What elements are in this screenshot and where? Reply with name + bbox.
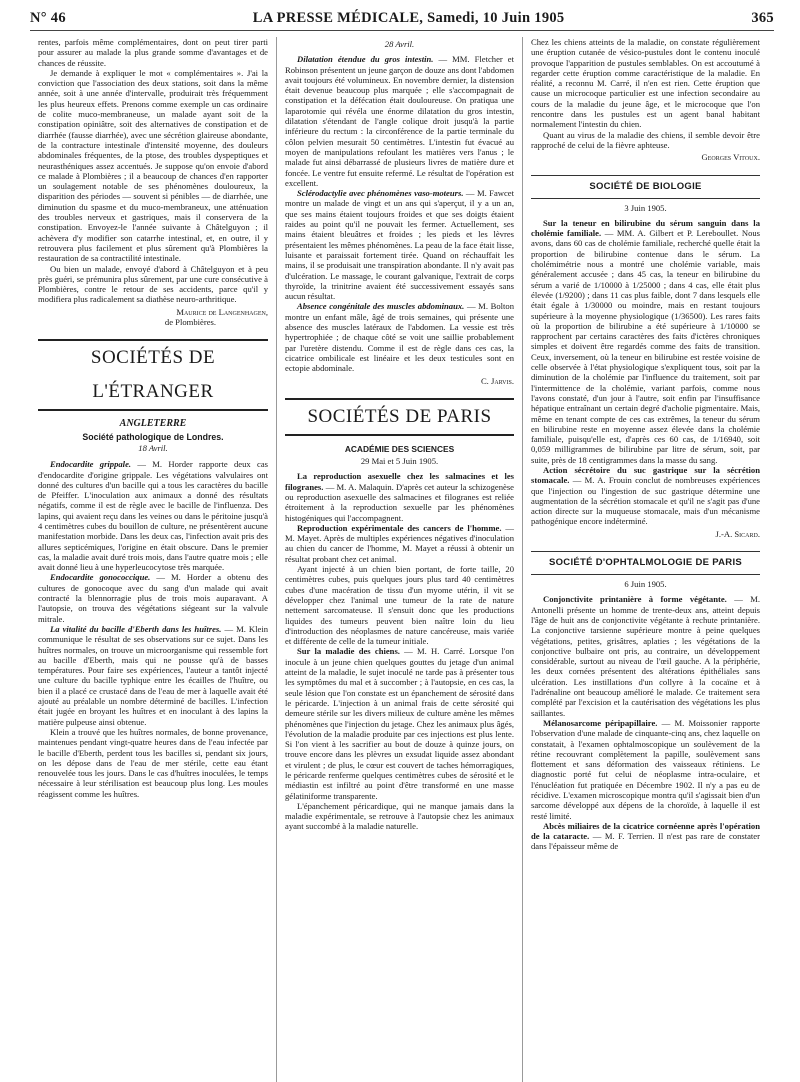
article-title: La reproduction asexuelle chez les salmacines et les filogranes. xyxy=(285,471,514,492)
journal-title: LA PRESSE MÉDICALE, Samedi, 10 Juin 1905 xyxy=(252,10,565,26)
article-text: — M. Klein communique le résultat de ses observations sur ce sujet. Dans les huîtres normales, on trouve un microorganisme qui ressemble fort au bacille d'Eberth, mais qui ne pousse qu'à de basses températures. Pour faire ses expériences, l'auteur a tantôt injecté une culture du bacille typhique entre les écailles de l'huître, ou bien il a placé ce crustacé dans de l'eau de mer à laquelle avait été ajouté au préalable un nombre déterminé de bacilles. L'infection était jugée en broyant les huîtres et en inoculant à des lapins la matière pulpeuse ainsi obtenue. xyxy=(38,623,269,727)
paragraph: Ou bien un malade, envoyé d'abord à Châtelguyon et à peu près guéri, se prémunira plus sûrement, par une cure consécutive à Plombières, contre le retour de ses accidents, parce qu'il y modifiera plus radicalement sa diathèse neuro-arthritique. xyxy=(38,263,268,305)
article-title: La vitalité du bacille d'Eberth dans les huîtres. xyxy=(50,623,222,634)
article-text: — M. Mayet. Après de multiples expériences négatives d'inoculation au chien du cancer de l'homme, M. Mayet a réussi à obtenir un résultat probant chez cet animal. xyxy=(285,522,514,564)
section-heading: SOCIÉTÉS DE L'ÉTRANGER xyxy=(38,339,268,411)
paragraph: Chez les chiens atteints de la maladie, on constate régulièrement une éruption cutanée de vésico-pustules dont le contenu inoculé provoque l'apparition de pustules semblables. On est accoutumé à regarder cette éruption comme caractéristique de la maladie. En réalité, a reconnu M. Carré, il n'en est rien. Cette éruption que cause un microcoque particulier est une infection secondaire au cours de la maladie du jeune âge, et le microcoque que l'on rencontre dans les pustules est un agent banal habitant normalement l'intestin du chien. xyxy=(531,37,760,130)
column-1 xyxy=(30,37,276,1082)
country-heading: ANGLETERRE xyxy=(119,418,187,430)
article-text: — M. H. Carré. Lorsque l'on inocule à un jeune chien quelques gouttes du jetage d'un animal atteint de la maladie, le sujet inoculé ne tarde pas à présenter tous les symptômes du mal et à succomber ; à l'autopsie, en ces cas, la seule lésion que l'on constate est un épanchement de sérosité dans le péricarde. L'injection à un animal frais de cette sérosité qui demeure stérile sur les divers milieux de culture amène les mêmes phénomènes que l'injection du jetage. Chez les animaux plus âgés, l'évolution de la maladie produite par ces injections est plus lente. Si l'on vient à les sacrifier au bout de douze à quinze jours, on trouve encore dans les plèvres un exsudat liquide assez abondant et virulent ; de plus, le cœur est couvert de taches hémorragiques, le péricarde renferme quelques centimètres cubes de sérosité et le médiastin est infiltré au point d'être transformé en une masse gélatiniforme transparente. xyxy=(285,646,514,801)
meeting-date: 28 Avril. xyxy=(384,39,415,49)
section-heading: SOCIÉTÉS DE PARIS xyxy=(285,398,514,436)
paragraph xyxy=(38,572,268,623)
meeting-date: 29 Mai et 5 Juin 1905. xyxy=(360,456,439,467)
article-title: Abcès miliaires de la cicatrice cornéenne après l'opération de la cataracte. xyxy=(531,820,760,842)
paragraph: Quant au virus de la maladie des chiens, il semble devoir être rapproché de celui de la fièvre aphteuse. xyxy=(531,129,760,150)
article-text: — M. A. Frouin conclut de nombreuses expériences que l'injection ou l'ingestion de suc gastrique détermine une augmentation de la sécrétion stomacale et qu'il ne s'agit pas d'une action directe sur la muqueuse stomacale, mais d'un mécanisme pathogénique encore indéterminé. xyxy=(531,475,760,527)
section-heading: SOCIÉTÉ D'OPHTALMOLOGIE DE PARIS xyxy=(531,551,760,575)
article-title: Sur la maladie des chiens. xyxy=(297,646,400,657)
paragraph xyxy=(531,465,760,527)
paragraph xyxy=(285,523,514,564)
academy-heading: ACADÉMIE DES SCIENCES xyxy=(344,443,455,454)
article-title: Conjonctivite printanière à forme végétante. xyxy=(543,594,727,605)
article-title: Reproduction expérimentale des cancers de l'homme. xyxy=(297,522,502,533)
author-signature: C. Jarvis. xyxy=(480,375,514,386)
author-place: de Plombières. xyxy=(164,317,216,328)
article-title: Sur la teneur en bilirubine du sérum sanguin dans la cholémie familiale. xyxy=(531,217,760,239)
article-title: Endocardite gonococcique. xyxy=(50,572,151,583)
article-text: — M. Horder rapporte deux cas d'endocardite d'origine grippale. Les végétations valvulaires ont donné des cultures d'un bacille qui a tous les caractères du bacille de Pfeiffer. L'inoculation aux animaux a donné des résultats négatifs, comme il est de règle avec le bacille de l'influenza. Des lapins, qui avaient reçu dans les veines ou dans le péritoine jusqu'à 4 centimètres cubes du bouillon de culture, ne présentèrent aucune manifestation morbide. Dans les deux cas, l'infection avait pris des allures septicémiques, l'origine en était obscure. Dans le premier cas, la maladie avait duré trois mois, dans l'autre quatre mois ; elle avait donné lieu à une hyperleucocytose très marquée. xyxy=(38,459,268,573)
article-text: — M. A. Malaquin. D'après cet auteur la schizogenèse ou reproduction asexuelle des salmacines et filogranes est reliée étroitement à la reproduction sexuelle par les phénomènes histogéniques qui l'accompagnent. xyxy=(285,481,514,523)
article-text: — M. Fawcet montre un malade de vingt et un ans qui s'aperçut, il y a un an, que ses mains étaient toujours froides et que ses doigts étaient raides au point qu'il ne pouvait les fermer. Actuellement, ses mains étaient bleuâtres et froides ; les pieds et les lèvres présentaient les mêmes phénomènes. La peau de la face était lisse, luisante et paraissait fortement tirée. Quand on réchauffait les mains, il se produisait une transpiration abondante. Il n'y avait pas d'ulcération. Le massage, le courant galvanique, l'extrait de corps thyroïde, la trinitrine avaient été successivement essayés sans aucun résultat. xyxy=(285,188,514,302)
column-2 xyxy=(276,37,522,1082)
paragraph xyxy=(531,594,760,718)
page-number: 365 xyxy=(751,10,774,26)
meeting-date: 18 Avril. xyxy=(138,442,168,453)
article-title: Sclérodactylie avec phénomènes vaso-moteurs. xyxy=(297,188,464,199)
author-signature: Maurice de Langenhagen, xyxy=(176,306,268,317)
society-heading: Société pathologique de Londres. xyxy=(82,431,224,442)
paragraph xyxy=(285,646,514,800)
issue-number: N° 46 xyxy=(30,10,66,26)
paragraph: rentes, parfois même complémentaires, dont on peut tirer parti pour assurer au malade la plus grande somme d'avantages et de chances de réussite. xyxy=(38,37,268,68)
paragraph xyxy=(531,821,760,852)
paragraph xyxy=(285,188,514,301)
paragraph xyxy=(38,459,268,572)
author-signature: J.-A. Sicard. xyxy=(715,528,760,539)
article-text: — M. Moissonier rapporte l'observation d'une malade de cinquante-cinq ans, chez laquelle on constatait, à l'examen ophtalmoscopique un soulèvement de la rétine recouvrant complètement la papille, soulèvement sans flottement et sans déformation des vaisseaux rétiniens. Le diagnostic porté fut celui de néoplasme intra-oculaire, et l'énucléation fut pratiquée en Décembre 1902. Il n'y a pas eu de récidive. L'examen microscopique montra qu'il s'agissait bien d'un sarcome développé aux dépens de la choroïde, à laquelle il est resté limité. xyxy=(531,717,761,821)
article-title: Mélanosarcome péripapillaire. xyxy=(543,717,658,728)
article-text: — M. Horder a obtenu des cultures de gonocoque avec du sang d'un malade qui avait contracté la blennorragie plus de trois mois auparavant. A l'autopsie, on trouva des végétations siégeant sur la valvule mitrale. xyxy=(38,572,268,624)
meeting-date: 3 Juin 1905. xyxy=(624,202,667,213)
columns xyxy=(30,37,774,1082)
article-title: Absence congénitale des muscles abdominaux. xyxy=(297,301,465,312)
article-text: — M. Antonelli présente un homme de trente-deux ans, atteint depuis l'âge de huit ans de conjonctivite végétante à rechute printanière. La conjonctive tarsienne supérieure montre à peine quelques végétations, petites, grisâtres, aplaties ; les végétations de la conjonctive bulbaire ont pris, au contraire, un développement considérable, surtout au niveau de l'œil gauche. A la périphérie, les deux cornées présentent des altérations épithéliales sans ulcération. Les instillations d'un collyre à la cocaïne et à l'adrénaline ont beaucoup amélioré le malade. Ce traitement sera complété par l'excision et la cautérisation des végétations les plus saillantes. xyxy=(531,594,760,718)
author-signature: Georges Vitoux. xyxy=(701,152,760,163)
paragraph xyxy=(38,624,268,727)
article-text: — MM. A. Gilbert et P. Lereboullet. Nous avons, dans 60 cas de cholémie familiale, recherché quelle était la proportion de bilirubine contenue dans le sérum. La cholémimétrie nous a montré une cholémie variable, mais généralement accusée ; dans 45 cas, la teneur en bilirubine du sérum a varié de 1/10000 à 1/25000 ; dans 4 cas, elle était plus élevée (1/9200) ; dans 11 cas plus faible, dont 7 dans lesquels elle était égale à 1/30000 ou moindre, mais en restant toujours supérieure à la moyenne physiologique (1/36500). Les rares faits où la proportion de bilirubine a été supérieure à 1/10000 se rapprochent par certains caractères des faits d'ictères chroniques simples et doivent être regardés comme des faits de transition. Ceux, inversement, où la teneur en bilirubine est restée voisine de celle observée à l'état physiologique s'expliquent tous, soit par la diminution de la cholémie par l'influence du traitement, soit par l'intermittence de la cholémie, variant parfois, comme nous l'avons constaté, d'un jour à l'autre, soit enfin par l'insuffisance hépatique entraînant un certain degré d'acholie pigmentaire. Mais, même en tenant compte de ces cas extrêmes, la teneur du sérum en bilirubine reste en moyenne assez élevée dans la cholémie familiale, puisqu'elle est, d'après ces 60 cas, de 1/16940, soit 0,059 milligrammes de bilirubine par litre de sérum, soit, par suite, près de 18 centigrammes dans la masse du sang. xyxy=(531,228,761,465)
page-header xyxy=(30,10,774,31)
article-title: Dilatation étendue du gros intestin. xyxy=(297,54,434,65)
paragraph: Je demande à expliquer le mot « complémentaires ». J'ai la conviction que l'association des deux stations, soit dans la même année, soit à une année d'intervalle, produirait très fréquemment les plus heureux effets. Prenons comme exemple un cas ordinaire de colite muco-membraneuse, un malade ayant soit de la constipation opiniâtre, soit des alternatives de constipation et de diarrhée (fausse diarrhée), avec une sécrétion glaireuse abondante, de la contracture intestinale d'intensité moyenne, des douleurs abdominales fréquentes, de la ptose, des troubles dyspeptiques et neurasthéniques assez accentués. Je suppose qu'on envoie d'abord ce malade à Plombières ; il a beaucoup de chances d'en rapporter un soulagement notable de ses phénomènes douloureux, la disparition des périodes — souvent si pénibles — de diarrhée, une diminution du spasme et du muco-membraneux, une atténuation des troubles nerveux et gastriques, mais il conservera de la constipation. Envoyez-le l'année suivante à Châtelguyon ; il achèvera d'y modifier son catarrhe intestinal, et, en outre, il y retrouvera plus facilement et plus sûrement qu'à Plombières la restauration de sa contractilité intestinale. xyxy=(38,67,268,264)
section-heading: SOCIÉTÉ DE BIOLOGIE xyxy=(531,175,760,199)
meeting-date: 6 Juin 1905. xyxy=(624,579,667,590)
paragraph: L'épanchement péricardique, qui ne manque jamais dans la maladie expérimentale, se retrouve à l'autopsie chez les animaux ayant succombé à la maladie naturelle. xyxy=(285,800,514,832)
paragraph: Ayant injecté à un chien bien portant, de forte taille, 20 centimètres cubes, puis quelques jours plus tard 40 centimètres cubes d'une macération de tissu d'un myome utérin, il vit se développer chez l'animal une tumeur de la rate de nature nettement sarcomateuse. Il s'ensuit donc que les productions liquides des tumeurs peuvent bien naître loin du lieu d'introduction des néoplasmes de nature cancéreuse, mais variée et différente de celle de la tumeur initiale. xyxy=(285,564,514,647)
article-text: — M. Bolton montre un enfant mâle, âgé de trois semaines, qui présente une absence des muscles latéraux de l'abdomen. La vessie est très hypertrophiée ; de chaque côté se voit une saillie probablement par l'uretère distendu. Comme il est de règle dans ces cas, la cicatrice ombilicale est linéaire et les deux testicules sont en ectopie abdominale. xyxy=(285,301,514,374)
article-title: Action sécrétoire du suc gastrique sur la sécrétion stomacale. xyxy=(531,464,760,486)
paragraph xyxy=(531,718,760,821)
paragraph xyxy=(285,471,514,522)
article-text: — M. F. Terrien. Il n'est pas rare de constater dans l'épaisseur même de xyxy=(531,831,760,852)
paragraph xyxy=(531,218,760,465)
article-text: — MM. Fletcher et Robinson présentent un jeune garçon de douze ans dont l'abdomen avait toujours été volumineux. En novembre dernier, la distension était devenue beaucoup plus marquée ; elle s'accompagnait de constipation et la défécation était douloureuse. On pratiqua une laparotomie qui révéla une énorme dilatation du gros intestin, dilatation s'étendant de l'angle colique droit jusqu'à la partie inférieure du rectum : la circonférence de la partie terminale du côlon pelvien mesurait 50 centimètres. L'intestin fut évacué au moyen de manipulations refoulant les matières vers l'anus ; le malade fut ainsi débarrassé de plusieurs livres de matière dure et foncée. Le ventre fut ensuite refermé. Le résultat de l'opération est excellent. xyxy=(285,54,515,188)
paragraph xyxy=(285,54,514,188)
paragraph: Klein a trouvé que les huîtres normales, de bonne provenance, maintenues pendant vingt-quatre heures dans de l'eau infectée par le bacille d'Eberth, perdent tous les bacilles si, pendant six jours, on les dépose dans de l'eau de mer stérile, cette eau étant renouvelée tous les jours. Dans le cas d'huîtres inoculées, le temps nécessaire à leur stérilisation est beaucoup plus long. Les moules réagissent comme les huîtres. xyxy=(38,726,268,799)
article-title: Endocardite grippale. xyxy=(50,459,132,470)
column-3 xyxy=(522,37,768,1082)
paragraph xyxy=(285,301,514,373)
